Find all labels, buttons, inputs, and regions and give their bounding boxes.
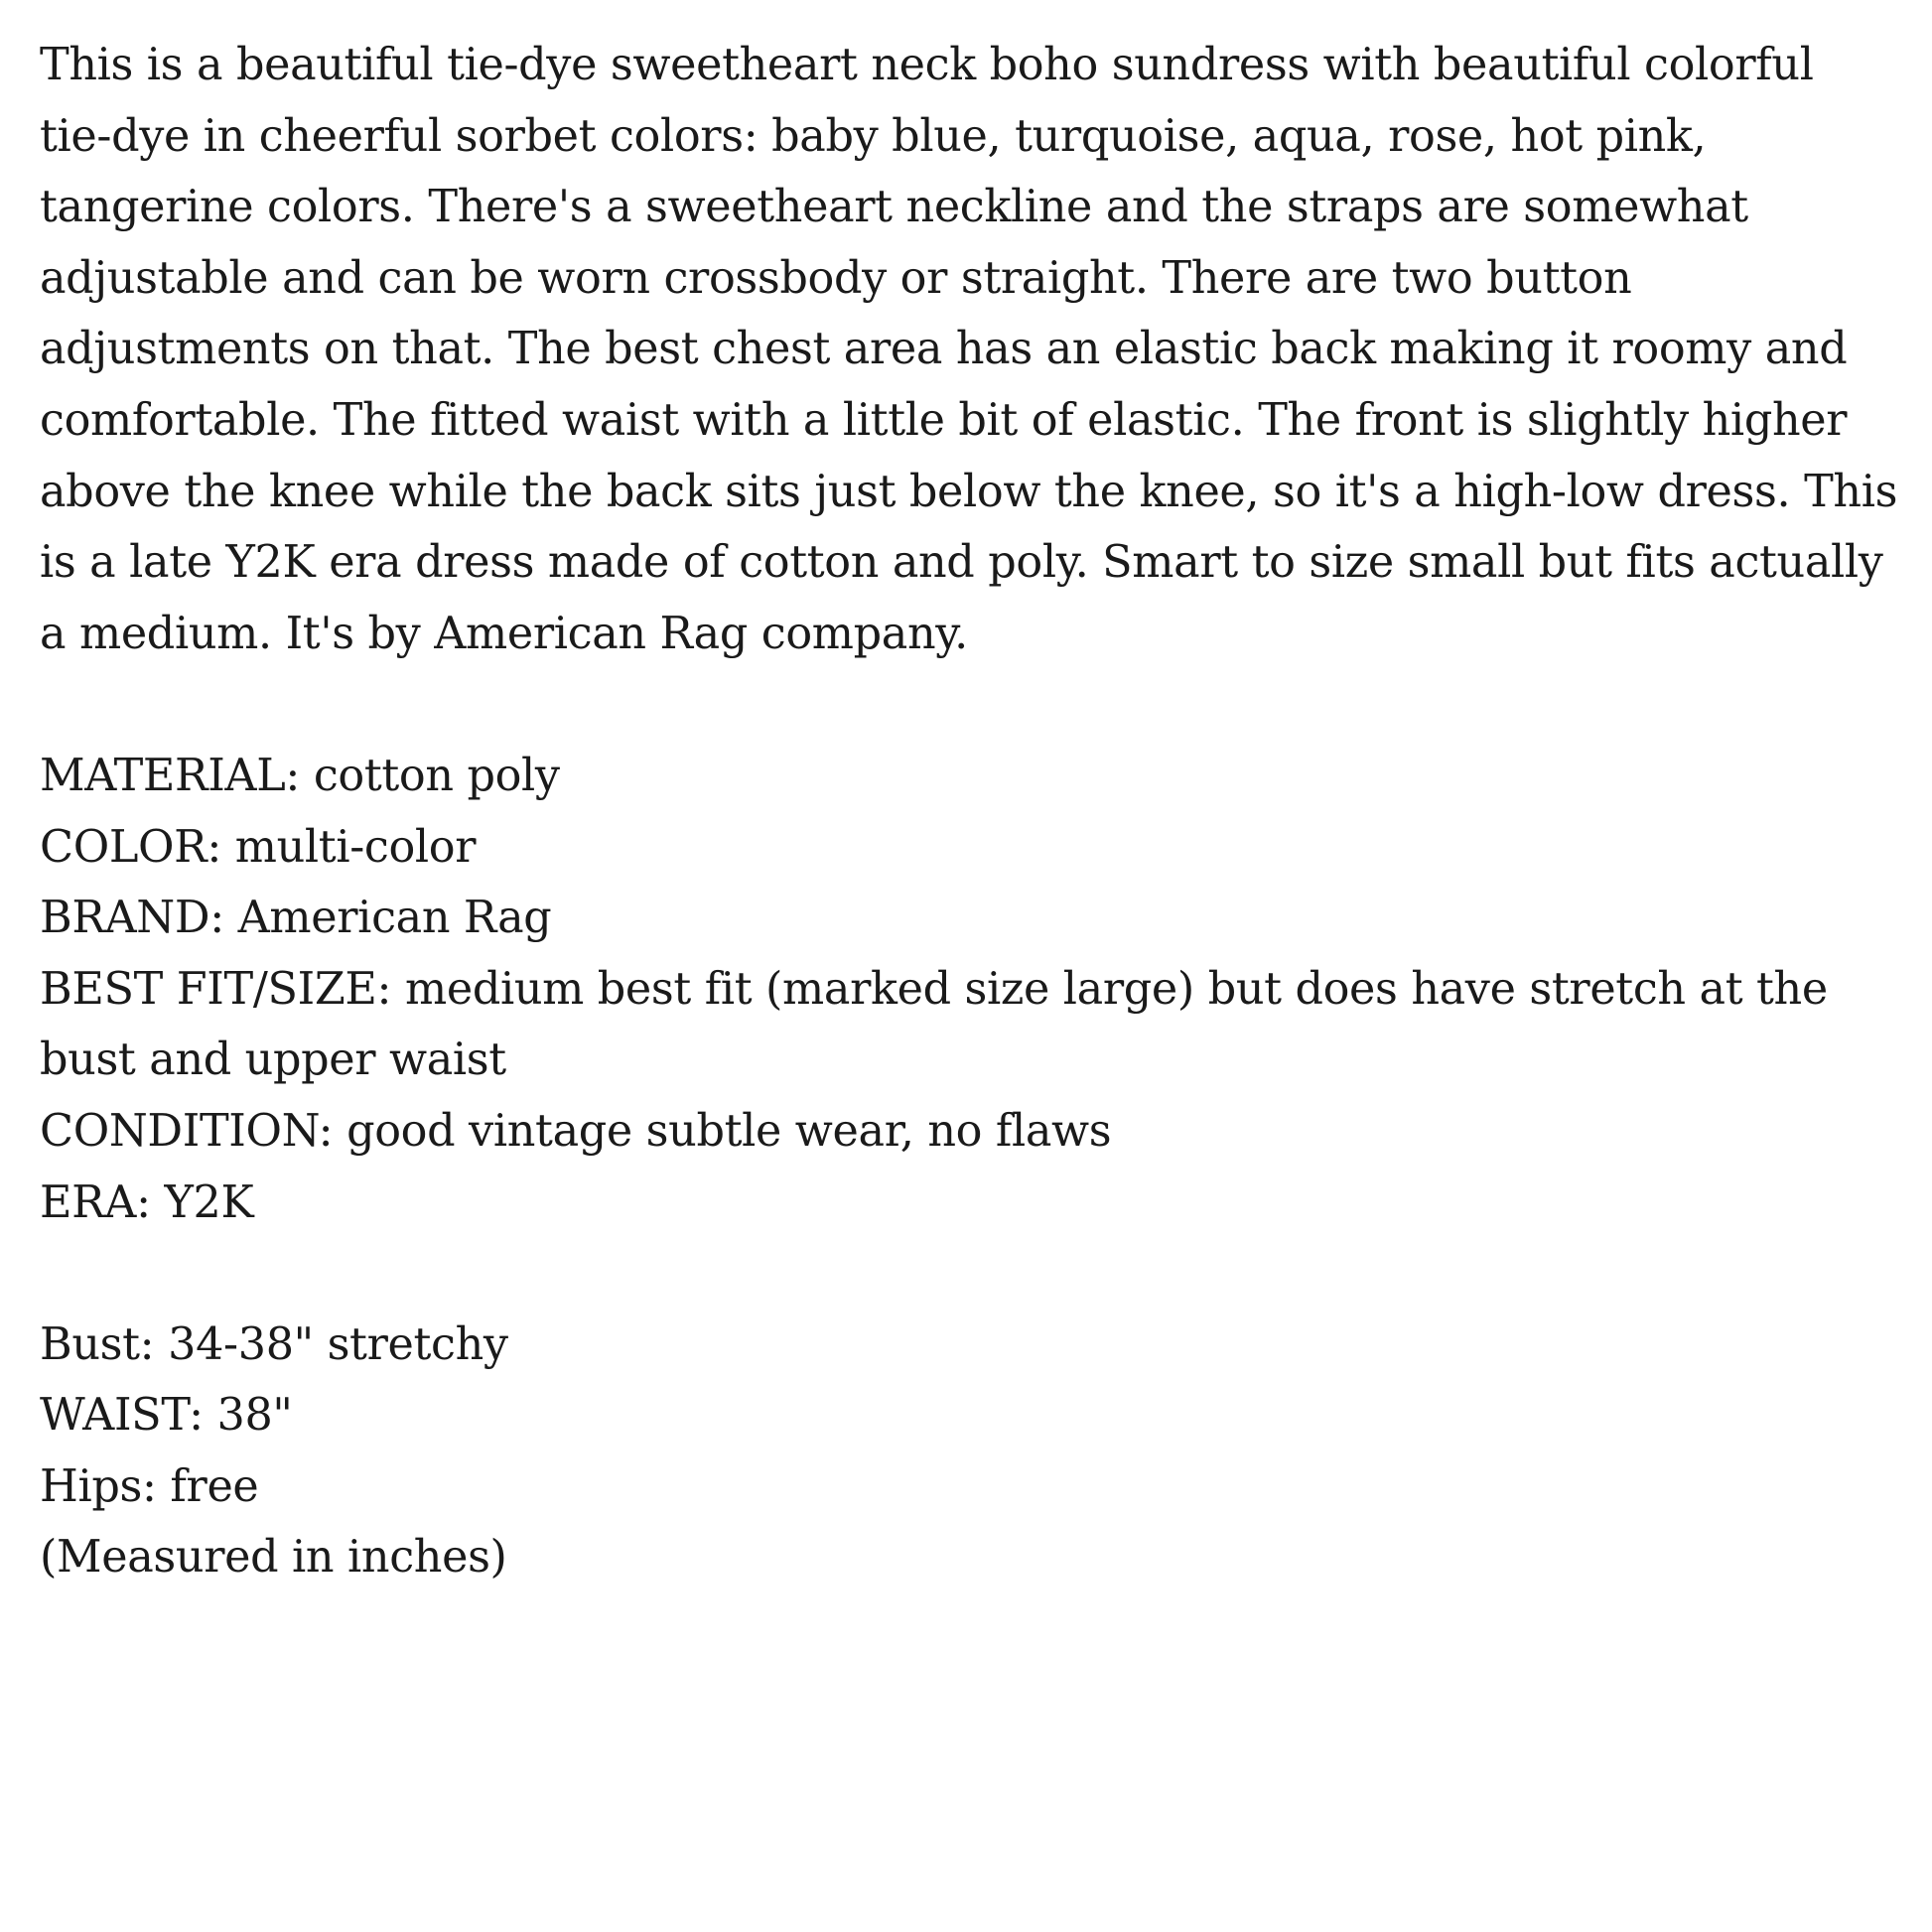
measurements-list — [40, 1310, 1906, 1593]
description-paragraph — [40, 30, 1906, 669]
best-fit-attribute-continued: bust and upper waist — [40, 1035, 506, 1086]
listing-description-document — [40, 30, 1906, 1593]
description-line: adjustments on that. The best chest area has an elastic back making it roomy and — [40, 324, 1848, 375]
description-line: is a late Y2K era dress made of cotton and poly. Smart to size small but fits actually — [40, 537, 1883, 589]
hips-measurement: Hips: free — [40, 1460, 259, 1512]
color-attribute: COLOR: multi-color — [40, 821, 477, 873]
paragraph-spacer — [40, 669, 1906, 741]
description-line: This is a beautiful tie-dye sweetheart neck boho sundress with beautiful colorful — [40, 40, 1814, 90]
description-line: comfortable. The fitted waist with a little bit of elastic. The front is slightly higher — [40, 394, 1848, 446]
bust-measurement: Bust: 34-38" stretchy — [40, 1318, 508, 1370]
condition-attribute: CONDITION: good vintage subtle wear, no flaws — [40, 1105, 1112, 1157]
description-line: tangerine colors. There's a sweetheart neckline and the straps are somewhat — [40, 182, 1748, 233]
description-line: adjustable and can be worn crossbody or straight. There are two button — [40, 252, 1632, 304]
material-attribute: MATERIAL: cotton poly — [40, 750, 560, 801]
measurement-unit-note: (Measured in inches) — [40, 1532, 507, 1584]
best-fit-attribute: BEST FIT/SIZE: medium best fit (marked size large) but does have stretch at the — [40, 963, 1828, 1015]
description-line: above the knee while the back sits just below the knee, so it's a high-low dress. This — [40, 466, 1898, 517]
waist-measurement: WAIST: 38" — [40, 1390, 293, 1442]
era-attribute: ERA: Y2K — [40, 1176, 254, 1228]
brand-attribute: BRAND: American Rag — [40, 893, 552, 944]
description-line: tie-dye in cheerful sorbet colors: baby blue, turquoise, aqua, rose, hot pink, — [40, 110, 1707, 162]
attributes-list — [40, 741, 1906, 1238]
paragraph-spacer — [40, 1238, 1906, 1310]
description-line: a medium. It's by American Rag company. — [40, 608, 968, 659]
